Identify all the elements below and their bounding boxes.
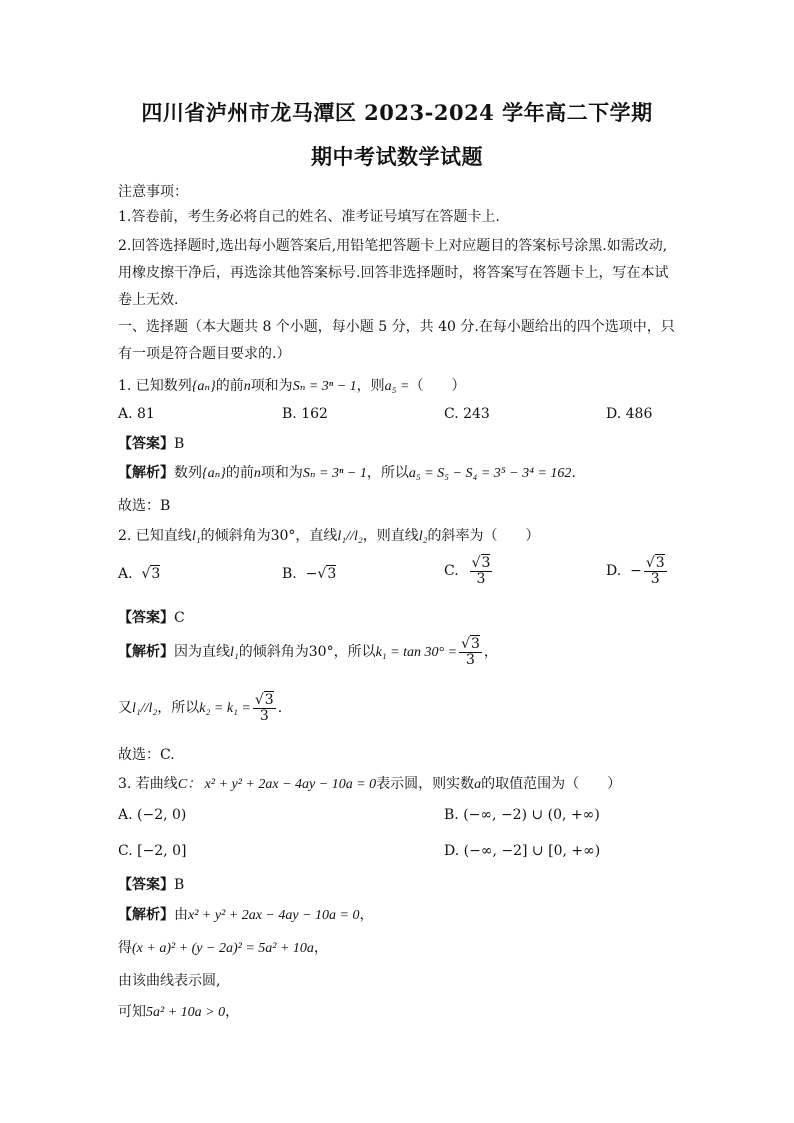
notes-item-2-cont: 用橡皮擦干净后，再选涂其他答案标号.回答非选择题时，将答案写在答题卡上，写在本试 <box>118 265 669 281</box>
question-3-option-c: C. [−2, 0] <box>118 843 187 859</box>
question-3-option-a: A. (−2, 0) <box>118 807 187 823</box>
section-heading: 一、选择题（本大题共 8 个小题，每小题 5 分，共 40 分.在每小题给出的四个选项中，只 <box>118 319 675 335</box>
section-heading-cont: 有一项是符合题目要求的.） <box>118 346 291 362</box>
question-2-answer: 【答案】C <box>118 610 185 626</box>
question-1-option-c: C. 243 <box>444 406 490 422</box>
question-3-option-b: B. (−∞, −2) ∪ (0, +∞) <box>444 807 600 823</box>
question-3-analysis-3: 由该曲线表示圆, <box>118 973 221 989</box>
notes-item-2: 2.回答选择题时,选出每小题答案后,用铅笔把答题卡上对应题目的答案标号涂黑.如需改动, <box>118 238 668 254</box>
question-1-option-a: A. 81 <box>118 406 155 422</box>
exam-title-line1: 四川省泸州市龙马潭区 2023-2024 学年高二下学期 <box>141 100 653 125</box>
question-1-conclusion: 故选：B <box>118 498 171 514</box>
question-2-conclusion: 故选：C. <box>118 747 175 763</box>
notes-item-1: 1.答卷前，考生务必将自己的姓名、准考证号填写在答题卡上. <box>118 209 500 225</box>
question-2-analysis-1: 【解析】因为直线l₁的倾斜角为30°，所以k₁ = tan 30° = $\frac{√3}{3}$ ， <box>118 636 498 668</box>
notes-heading: 注意事项： <box>118 184 188 200</box>
question-1-option-b: B. 162 <box>282 406 328 422</box>
question-2-option-d: D. − $\frac{√3}{3}$ <box>606 555 665 587</box>
question-1-option-d: D. 486 <box>606 406 653 422</box>
question-3-analysis-2: 得(x + a)² + (y − 2a)² = 5a² + 10a， <box>118 940 328 956</box>
question-3-stem: 3. 若曲线C： x² + y² + 2ax − 4ay − 10a = 0表示圆，则实数a的取值范围为（ ） <box>118 776 622 792</box>
question-3-analysis-1: 【解析】由x² + y² + 2ax − 4ay − 10a = 0， <box>118 907 374 923</box>
question-1-stem: 1. 已知数列{aₙ}的前n项和为Sₙ = 3ⁿ − 1，则a₅ =（ ） <box>118 378 466 394</box>
question-2-stem: 2. 已知直线l₁的倾斜角为30°，直线l₁//l₂，则直线l₂的斜率为（ ） <box>118 528 540 544</box>
question-3-analysis-4: 可知5a² + 10a > 0， <box>118 1004 240 1020</box>
question-2-analysis-2: 又l₁//l₂，所以k₂ = k₁ = $\frac{√3}{3}$ . <box>118 692 283 724</box>
question-2-option-c: C. $\frac{√3}{3}$ <box>444 555 491 587</box>
question-1-answer: 【答案】B <box>118 436 185 452</box>
question-1-analysis: 【解析】数列{aₙ}的前n项和为Sₙ = 3ⁿ − 1，所以a₅ = S₅ − S₄ = 3⁵ − 3⁴ = 162. <box>118 465 576 481</box>
exam-title-line2: 期中考试数学试题 <box>311 144 483 169</box>
question-2-option-b: B. −√3 <box>282 566 337 582</box>
question-3-option-d: D. (−∞, −2] ∪ [0, +∞) <box>444 843 601 859</box>
question-2-option-a: A. √3 <box>118 566 161 582</box>
notes-item-2-end: 卷上无效. <box>118 292 179 308</box>
question-3-answer: 【答案】B <box>118 877 185 893</box>
